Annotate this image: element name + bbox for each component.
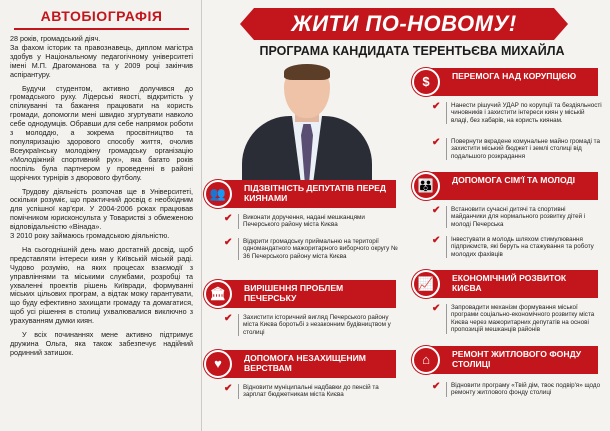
section-header-economy <box>422 270 598 298</box>
section-title: ДОПОМОГА НЕЗАХИЩЕНИМ ВЕРСТВАМ <box>244 353 366 373</box>
checkmark-icon: ✔ <box>432 137 441 148</box>
list-item: ✔ Виконати доручення, надані мешканцями Печерського району міста Києва <box>224 214 400 229</box>
section-title: ДОПОМОГА СІМ'Ї ТА МОЛОДІ <box>452 175 576 185</box>
people-icon: 👥 <box>204 180 232 208</box>
bio-paragraph: На сьогоднішній день маю достатній досвід, щоб представляти інтереси киян у Київській міській раді. Чудово розумію, на яких процесах взаємодії з управліннями та міськими службами, розробці та ухваленні проектів рішень Київради, формуванні міських цільових програм, а відтак можу гарантувати, що буду ефективно захищати громаду та домагатися, щоб усі рішення в столиці ухвалювалися виключно з урахуванням думки киян. <box>10 244 193 326</box>
bio-paragraph: 28 років, громадський діяч. За фахом історик та правознавець, диплом магістра здобув у Національному педагогічному університеті імені М.П. Драгоманова та у 2009 році закінчив аспірантуру. <box>10 34 193 79</box>
family-icon: 👪 <box>412 172 440 200</box>
section-header-vulnerable <box>214 350 396 378</box>
checkmark-icon: ✔ <box>432 205 441 216</box>
checkmark-icon: ✔ <box>432 101 441 112</box>
care-icon: ♥ <box>204 350 232 378</box>
checkmark-icon: ✔ <box>224 383 233 394</box>
list-item: ✔ Повернути вкрадене комунальне майно громаді та захистити міський бюджет і землі столиці від подальшого розкрадання <box>432 138 602 160</box>
section-title: ПІДЗВІТНІСТЬ ДЕПУТАТІВ ПЕРЕД КИЯНАМИ <box>244 183 387 203</box>
chart-icon: 📈 <box>412 270 440 298</box>
section-header-family <box>422 172 598 200</box>
candidate-photo <box>232 64 382 184</box>
checkmark-icon: ✔ <box>224 313 233 324</box>
bio-paragraph: У всіх починаннях мене активно підтримує дружина Ольга, яка також забезпечує надійний родинний затишок. <box>10 330 193 357</box>
bio-paragraph: Трудову діяльність розпочав ще в Університеті, оскільки розуміє, що практичний досвід є необхідним для успішної кар'єри. У 2004-2006 роках працював помічником юрисконсульта у Товаристві з обмеженою відповідальністю «Вінада». З 2010 року займаюсь громадською діяльністю. <box>10 186 193 241</box>
bio-paragraph: Будучи студентом, активно долучився до громадського руху. Лідерські якості, відкритість у спілкуванні та бажання працювати на користь громади, допомогли мені швидко згуртувати навколо себе однодумців. Обравши для себе напрямок роботи з молоддю, а зокрема просвітництво та популяризацію здорового способу життя, очолив Всеукраїнську молодіжну громадську організацію «Молодіжний спортивний рух», яка багато років поспіль була партнером у проведенні в районі щорічних турнірів з дворового футболу. <box>10 83 193 182</box>
checkmark-icon: ✔ <box>432 235 441 246</box>
list-item: ✔ Запровадити механізм формування міської програми соціально-економічного розвитку міста Києва через мажоритарних депутатів на основі пропозицій мешканців районів <box>432 304 602 334</box>
section-title: ЕКОНОМІЧНИЙ РОЗВИТОК КИЄВА <box>452 273 567 293</box>
checkmark-icon: ✔ <box>224 237 233 248</box>
list-item: ✔ Відновити програму «Твій дім, твоє подвір'я» щодо ремонту житлового фонду столиці <box>432 381 601 397</box>
autobiography-title: АВТОБІОГРАФІЯ <box>14 8 189 30</box>
section-title: РЕМОНТ ЖИТЛОВОГО ФОНДУ СТОЛИЦІ <box>452 349 582 369</box>
autobiography-column <box>0 0 202 431</box>
checkmark-icon: ✔ <box>432 381 441 392</box>
program-subtitle: ПРОГРАМА КАНДИДАТА ТЕРЕНТЬЄВА МИХАЙЛА <box>259 44 565 58</box>
building-icon: 🏛 <box>204 280 232 308</box>
checkmark-icon: ✔ <box>224 213 233 224</box>
list-item: ✔ Захистити історичний вигляд Печерського району міста Києва боротьбі з незаконним будівництвом у столиці <box>224 314 400 336</box>
list-item: ✔ Інвестувати в молодь шляхом стимулювання підприємств, які беруть на стажування та роботу молодих фахівців <box>432 236 602 258</box>
list-item: ✔ Встановити сучасні дитячі та спортивні майданчики для нормального розвитку дітей і молоді Печерська <box>432 206 602 228</box>
section-header-pechersk <box>214 280 396 308</box>
checkmark-icon: ✔ <box>432 303 441 314</box>
list-item: ✔ Відкрити громадську приймальню на території одномандатного мажоритарного виборчого округу № 36 Печерського району міста Києва <box>224 238 400 260</box>
no-bribe-icon: $ <box>412 68 440 96</box>
program-panel <box>202 0 610 431</box>
section-header-corruption <box>422 68 598 96</box>
house-icon: ⌂ <box>412 346 440 374</box>
section-title: ВИРІШЕННЯ ПРОБЛЕМ ПЕЧЕРСЬКУ <box>244 283 344 303</box>
list-item: ✔ Нанести рішучий УДАР по корупції та бездіяльності чиновників і захистити інтереси киян у міській владі, без хабарів, на користь киянам. <box>432 101 602 124</box>
section-title: ПЕРЕМОГА НАД КОРУПЦІЄЮ <box>452 71 577 81</box>
section-header-accountability <box>214 180 396 208</box>
section-header-housing <box>422 346 598 374</box>
list-item: ✔ Відновити муніципальні надбавки до пенсій та зарплат бюджетникам міста Києва <box>224 384 400 399</box>
slogan-banner: ЖИТИ ПО-НОВОМУ! <box>254 8 554 40</box>
